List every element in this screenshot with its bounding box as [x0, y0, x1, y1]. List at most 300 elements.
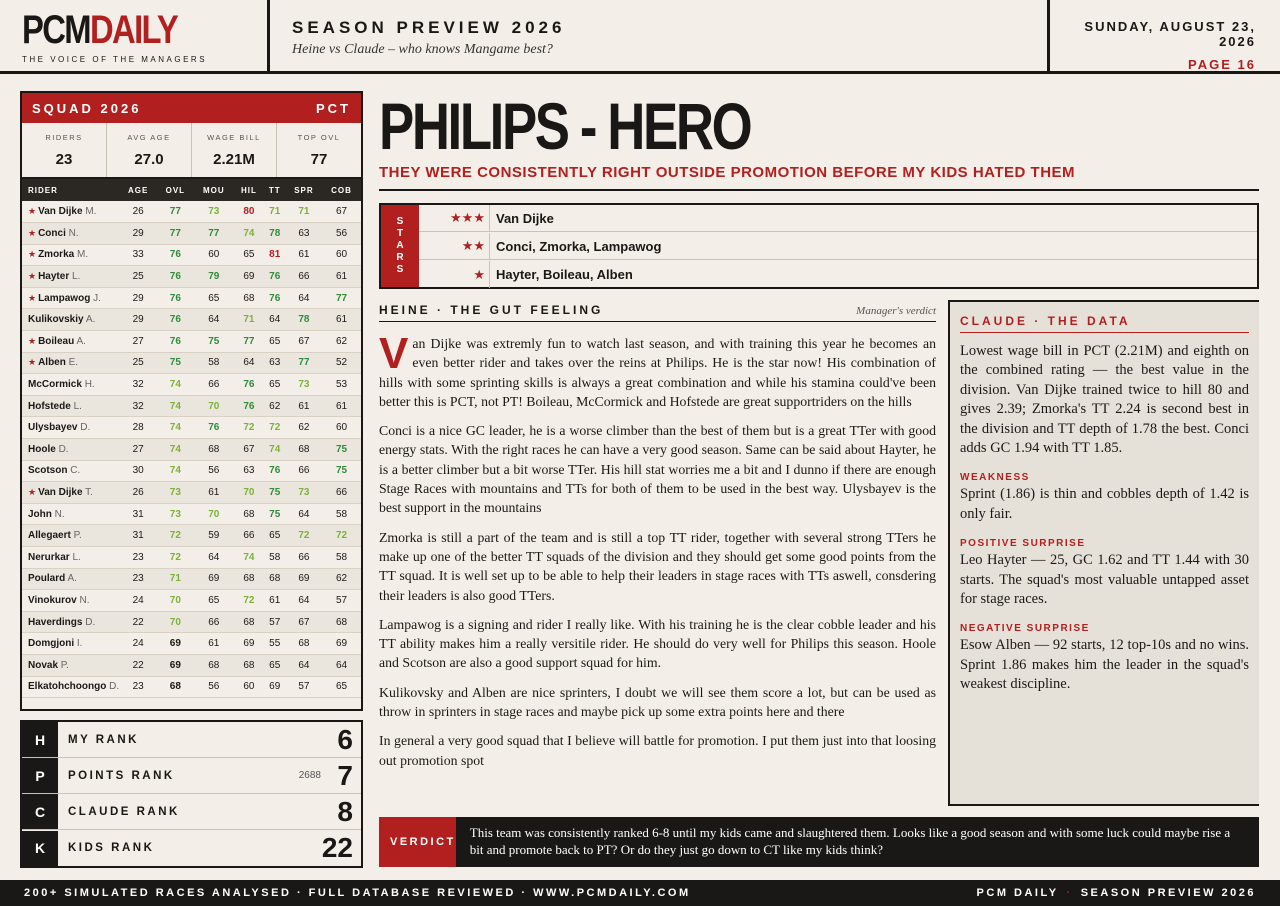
rider-age-cell: 31 — [119, 525, 157, 547]
heine-column — [379, 303, 936, 770]
squad-header — [22, 93, 361, 123]
rider-cob-cell: 72 — [322, 525, 361, 547]
table-row[interactable] — [22, 331, 361, 353]
rider-name-cell — [22, 482, 119, 504]
rider-ovl-cell: 76 — [157, 309, 193, 331]
rider-hil-cell: 72 — [234, 417, 264, 439]
subheadline: THEY WERE CONSISTENTLY RIGHT OUTSIDE PROMOTION BEFORE MY KIDS HATED THEM — [379, 164, 1259, 191]
rider-age-cell: 29 — [119, 223, 157, 245]
rider-surname: Van Dijke — [38, 487, 83, 499]
rider-ovl-cell: 70 — [157, 590, 193, 612]
rider-initial: A. — [85, 314, 96, 326]
rider-hil-cell: 68 — [234, 287, 264, 309]
tagline: THE VOICE OF THE MANAGERS — [22, 55, 208, 64]
rider-mou-cell: 77 — [194, 223, 235, 245]
rider-name-cell — [22, 309, 119, 331]
heine-paragraph-2: Conci is a nice GC leader, he is a worse climber than the best of them but is a great TTer with good energy stats. With the right races he can have a very good season. Same can be said about Hayter, he is a better climber but a bit worse TTer. His hill stat worries me a bit and I dunno if there are enough Stage Races with mountains and TTs for both of them to be used in the best way. Ulysbayev is the best support in the mountains — [379, 423, 936, 516]
division-label: PCT — [316, 100, 351, 116]
table-row[interactable] — [22, 547, 361, 569]
rider-ovl-cell: 69 — [157, 633, 193, 655]
rider-name-cell — [22, 590, 119, 612]
rider-mou-cell: 70 — [194, 395, 235, 417]
rider-ovl-cell: 70 — [157, 611, 193, 633]
rider-cob-cell: 60 — [322, 244, 361, 266]
rider-age-cell: 25 — [119, 352, 157, 374]
rider-spr-cell: 68 — [286, 633, 322, 655]
stars-letter: R — [396, 252, 404, 263]
rider-age-cell: 26 — [119, 201, 157, 223]
rider-cob-cell: 69 — [322, 633, 361, 655]
rider-surname: Lampawog — [38, 292, 91, 304]
rider-surname: Zmorka — [38, 249, 75, 261]
rider-name-cell — [22, 439, 119, 461]
rider-surname: Hofstede — [28, 400, 71, 412]
table-row[interactable] — [22, 525, 361, 547]
star-icon: ★ — [28, 487, 37, 498]
rider-tt-cell: 72 — [264, 417, 286, 439]
rider-tt-cell: 71 — [264, 201, 286, 223]
table-row[interactable] — [22, 417, 361, 439]
rider-surname: Ulysbayev — [28, 422, 78, 434]
col-spr[interactable]: SPR — [286, 179, 322, 201]
rider-tt-cell: 68 — [264, 568, 286, 590]
col-tt[interactable]: TT — [264, 179, 286, 201]
footer-right — [977, 887, 1256, 899]
rider-initial: D. — [80, 422, 91, 434]
rider-cob-cell: 62 — [322, 331, 361, 353]
rider-mou-cell: 64 — [194, 309, 235, 331]
rider-cob-cell: 62 — [322, 568, 361, 590]
heine-paragraph-4: Lampawog is a signing and rider I really like. With his training he is the clear cobble leader and his TT ability makes him a really versitile rider. He should do very well for Philips this season. Hoole and Scotson are also a good support squad for him. — [379, 616, 936, 671]
col-mou[interactable]: MOU — [194, 179, 235, 201]
rider-surname: Alben — [38, 357, 66, 369]
positive-text: Leo Hayter — 25, GC 1.62 and TT 1.44 with 30 starts. The squad's most valuable untapped asset for stage races. — [960, 552, 1249, 608]
rider-age-cell: 23 — [119, 568, 157, 590]
rider-spr-cell: 66 — [286, 460, 322, 482]
table-row[interactable] — [22, 633, 361, 655]
rider-age-cell: 32 — [119, 374, 157, 396]
rider-hil-cell: 76 — [234, 374, 264, 396]
squad-panel — [20, 91, 363, 711]
rider-initial: P. — [73, 530, 82, 542]
rider-surname: Hayter — [38, 271, 70, 283]
rider-hil-cell: 60 — [234, 676, 264, 698]
rider-hil-cell: 77 — [234, 331, 264, 353]
rider-cob-cell: 57 — [322, 590, 361, 612]
rider-age-cell: 23 — [119, 676, 157, 698]
rider-cob-cell: 53 — [322, 374, 361, 396]
rider-spr-cell: 63 — [286, 223, 322, 245]
rider-hil-cell: 65 — [234, 244, 264, 266]
rider-name-cell — [22, 547, 119, 569]
rider-surname: Hoole — [28, 443, 56, 455]
rider-initial: L. — [73, 400, 82, 412]
table-row[interactable] — [22, 460, 361, 482]
section-subtitle: Heine vs Claude – who knows Mangame best? — [292, 42, 553, 57]
rider-age-cell: 25 — [119, 266, 157, 288]
rider-ovl-cell: 72 — [157, 525, 193, 547]
logo[interactable] — [22, 8, 177, 52]
stat-wage-bill — [192, 123, 277, 177]
rider-name-cell — [22, 503, 119, 525]
rider-name-cell — [22, 395, 119, 417]
heine-note: Manager's verdict — [856, 305, 936, 317]
rider-age-cell: 29 — [119, 309, 157, 331]
star-names: Conci, Zmorka, Lampawog — [489, 233, 661, 259]
rider-spr-cell: 64 — [286, 503, 322, 525]
rider-ovl-cell: 68 — [157, 676, 193, 698]
claude-title: CLAUDE · THE DATA — [960, 314, 1249, 333]
rider-name-cell — [22, 331, 119, 353]
stat-label: TOP OVL — [297, 133, 341, 142]
rider-age-cell: 31 — [119, 503, 157, 525]
rider-tt-cell: 78 — [264, 223, 286, 245]
rider-spr-cell: 72 — [286, 525, 322, 547]
verdict-label: VERDICT — [379, 817, 456, 867]
rider-ovl-cell: 76 — [157, 287, 193, 309]
rider-hil-cell: 74 — [234, 223, 264, 245]
rider-hil-cell: 63 — [234, 460, 264, 482]
rider-spr-cell: 61 — [286, 395, 322, 417]
rider-name-cell — [22, 374, 119, 396]
footer-section: SEASON PREVIEW 2026 — [1080, 887, 1256, 899]
table-row[interactable] — [22, 244, 361, 266]
rider-spr-cell: 57 — [286, 676, 322, 698]
rider-ovl-cell: 74 — [157, 395, 193, 417]
rider-spr-cell: 66 — [286, 547, 322, 569]
rider-name-cell — [22, 611, 119, 633]
rider-mou-cell: 56 — [194, 676, 235, 698]
rider-mou-cell: 65 — [194, 287, 235, 309]
rider-initial: C. — [70, 465, 81, 477]
table-row[interactable] — [22, 611, 361, 633]
star-icon: ★ — [28, 249, 37, 260]
rider-surname: Boileau — [38, 335, 75, 347]
table-row[interactable] — [22, 590, 361, 612]
claude-intro: Lowest wage bill in PCT (2.21M) and eighth on the combined rating — the best value in the division. Van Dijke trained twice to hill 80 and gives 2.39; Zmorka's TT 2.24 is second best in the division and TT depth of 1.78 the best. Conci adds GC 1.94 with TT 1.85. — [960, 343, 1249, 457]
rider-tt-cell: 62 — [264, 395, 286, 417]
star-names: Van Dijke — [489, 205, 554, 231]
issue-date: SUNDAY, AUGUST 23, 2026 — [1084, 19, 1256, 49]
heine-paragraph-6: In general a very good squad that I believe will battle for promotion. I put them just into that loosing out promotion spot — [379, 733, 936, 768]
rider-mou-cell: 66 — [194, 611, 235, 633]
rider-ovl-cell: 73 — [157, 503, 193, 525]
rider-hil-cell: 68 — [234, 611, 264, 633]
table-row[interactable] — [22, 568, 361, 590]
rank-row-points — [22, 758, 361, 794]
rider-ovl-cell: 74 — [157, 439, 193, 461]
rider-initial: J. — [93, 292, 101, 304]
rider-mou-cell: 65 — [194, 590, 235, 612]
rider-cob-cell: 75 — [322, 460, 361, 482]
rider-spr-cell: 77 — [286, 352, 322, 374]
footer-separator: · — [1066, 887, 1073, 899]
rider-mou-cell: 69 — [194, 568, 235, 590]
rider-hil-cell: 74 — [234, 547, 264, 569]
verdict-text: This team was consistently ranked 6-8 until my kids came and slaughtered them. Looks like a good season and with some luck could maybe rise a bit and promote back to PT? Or do they just go down to CT like my kids think? — [469, 825, 1231, 857]
rider-hil-cell: 69 — [234, 633, 264, 655]
rider-mou-cell: 64 — [194, 547, 235, 569]
rider-surname: Van Dijke — [38, 206, 83, 218]
table-row[interactable] — [22, 309, 361, 331]
riders-table — [22, 179, 361, 698]
star-icon: ★ — [28, 206, 37, 217]
negative-text: Esow Alben — 92 starts, 12 top-10s and no wins. Sprint 1.86 makes him the leader in the squad's weakest discipline. — [960, 637, 1249, 693]
table-row[interactable] — [22, 201, 361, 223]
rider-tt-cell: 74 — [264, 439, 286, 461]
rider-spr-cell: 69 — [286, 568, 322, 590]
table-row[interactable] — [22, 676, 361, 698]
rider-ovl-cell: 74 — [157, 374, 193, 396]
col-ovl[interactable]: OVL — [157, 179, 193, 201]
rider-cob-cell: 67 — [322, 201, 361, 223]
rider-age-cell: 30 — [119, 460, 157, 482]
rider-tt-cell: 76 — [264, 266, 286, 288]
footer-left[interactable]: 200+ SIMULATED RACES ANALYSED · FULL DATABASE REVIEWED · WWW.PCMDAILY.COM — [24, 887, 691, 899]
rider-tt-cell: 75 — [264, 503, 286, 525]
rider-initial: M. — [76, 249, 89, 261]
rider-initial: N. — [79, 594, 90, 606]
rider-mou-cell: 61 — [194, 482, 235, 504]
rider-mou-cell: 68 — [194, 439, 235, 461]
rank-value: 7 — [337, 759, 353, 791]
stat-label: WAGE BILL — [207, 133, 261, 142]
rider-initial: T. — [85, 487, 93, 499]
rider-spr-cell: 64 — [286, 590, 322, 612]
rider-tt-cell: 57 — [264, 611, 286, 633]
rider-name-cell — [22, 633, 119, 655]
table-row[interactable] — [22, 374, 361, 396]
rank-key: C — [22, 794, 58, 829]
rider-ovl-cell: 76 — [157, 331, 193, 353]
rider-spr-cell: 67 — [286, 331, 322, 353]
rider-initial: P. — [60, 659, 69, 671]
rider-name-cell — [22, 201, 119, 223]
masthead — [0, 0, 1280, 74]
rank-row-my — [22, 722, 361, 758]
star-row-3 — [419, 205, 1257, 232]
rider-ovl-cell: 75 — [157, 352, 193, 374]
logo-part-a: PCM — [22, 8, 90, 52]
rider-surname: Conci — [38, 227, 66, 239]
rider-initial: D. — [109, 681, 120, 693]
star-row-1 — [419, 261, 1257, 288]
rider-age-cell: 22 — [119, 654, 157, 676]
stars-letter: T — [396, 228, 404, 239]
rider-ovl-cell: 77 — [157, 201, 193, 223]
rider-hil-cell: 71 — [234, 309, 264, 331]
rank-label: CLAUDE RANK — [68, 805, 180, 818]
table-row[interactable] — [22, 395, 361, 417]
rider-tt-cell: 63 — [264, 352, 286, 374]
riders-body — [22, 201, 361, 698]
rider-name-cell — [22, 417, 119, 439]
rider-initial: E. — [68, 357, 79, 369]
rider-spr-cell: 64 — [286, 287, 322, 309]
positive-label: POSITIVE SURPRISE — [960, 538, 1086, 550]
rider-mou-cell: 66 — [194, 374, 235, 396]
rank-value: 22 — [321, 832, 353, 863]
ranks-panel — [20, 720, 363, 868]
star-icon: ★ — [28, 335, 37, 346]
rider-spr-cell: 71 — [286, 201, 322, 223]
stars-box — [379, 203, 1259, 289]
riders-header-row — [22, 179, 361, 201]
heine-paragraph-3: Zmorka is still a part of the team and is still a top TT rider, together with several strong TTers he make up one of the better TT squads of the division and they should get some good points from the TT squad. It is well set up to be able to help their leaders in stage races with TTs aswell, consdering their leaders is also good TTers. — [379, 529, 936, 603]
rider-spr-cell: 67 — [286, 611, 322, 633]
rider-spr-cell: 64 — [286, 654, 322, 676]
rider-mou-cell: 58 — [194, 352, 235, 374]
star-row-2 — [419, 233, 1257, 260]
rider-ovl-cell: 77 — [157, 223, 193, 245]
rider-initial: L. — [72, 551, 81, 563]
rider-tt-cell: 65 — [264, 374, 286, 396]
rider-tt-cell: 76 — [264, 460, 286, 482]
rider-initial: D. — [58, 443, 69, 455]
rider-surname: Nerurkar — [28, 551, 70, 563]
rider-name-cell — [22, 287, 119, 309]
rider-cob-cell: 75 — [322, 439, 361, 461]
logo-part-b: DAILY — [89, 8, 178, 52]
rider-tt-cell: 65 — [264, 654, 286, 676]
rider-hil-cell: 68 — [234, 654, 264, 676]
col-cob[interactable]: COB — [322, 179, 361, 201]
star-icon: ★ — [28, 227, 37, 238]
rider-tt-cell: 58 — [264, 547, 286, 569]
table-row[interactable] — [22, 482, 361, 504]
rider-cob-cell: 60 — [322, 417, 361, 439]
rider-cob-cell: 58 — [322, 503, 361, 525]
rider-mou-cell: 70 — [194, 503, 235, 525]
rider-mou-cell: 60 — [194, 244, 235, 266]
rider-surname: John — [28, 508, 52, 520]
stat-top-ovl — [277, 123, 361, 177]
rider-name-cell — [22, 352, 119, 374]
rank-label: POINTS RANK — [68, 769, 175, 782]
table-row[interactable] — [22, 287, 361, 309]
footer — [0, 880, 1280, 906]
rider-ovl-cell: 71 — [157, 568, 193, 590]
rank-label: MY RANK — [68, 733, 139, 746]
star-icon: ★ — [28, 271, 37, 282]
rider-hil-cell: 66 — [234, 525, 264, 547]
claude-column — [948, 300, 1259, 806]
points-total: 2688 — [298, 770, 321, 781]
table-row[interactable] — [22, 503, 361, 525]
rider-age-cell: 32 — [119, 395, 157, 417]
col-rider[interactable]: RIDER — [22, 179, 119, 201]
stars-side-label — [381, 205, 419, 287]
stat-label: RIDERS — [45, 133, 83, 142]
rider-tt-cell: 81 — [264, 244, 286, 266]
issue-info — [1047, 0, 1280, 72]
star-rating: ★★ — [461, 238, 485, 253]
rider-age-cell: 26 — [119, 482, 157, 504]
rider-hil-cell: 68 — [234, 568, 264, 590]
rider-age-cell: 29 — [119, 287, 157, 309]
table-row[interactable] — [22, 223, 361, 245]
rider-age-cell: 24 — [119, 590, 157, 612]
logo-block — [0, 0, 270, 72]
table-row[interactable] — [22, 352, 361, 374]
star-names: Hayter, Boileau, Alben — [489, 261, 633, 288]
rider-ovl-cell: 76 — [157, 266, 193, 288]
rider-surname: Poulard — [28, 573, 66, 585]
rider-initial: N. — [54, 508, 65, 520]
rider-name-cell — [22, 223, 119, 245]
col-hil[interactable]: HIL — [234, 179, 264, 201]
rank-value: 8 — [337, 795, 353, 827]
rider-age-cell: 22 — [119, 611, 157, 633]
table-row[interactable] — [22, 266, 361, 288]
rider-initial: M. — [85, 206, 97, 218]
rider-tt-cell: 69 — [264, 676, 286, 698]
section-title: SEASON PREVIEW 2026 — [292, 18, 566, 37]
rider-cob-cell: 61 — [322, 266, 361, 288]
rider-ovl-cell: 74 — [157, 417, 193, 439]
star-rating: ★★★ — [450, 210, 485, 225]
rider-spr-cell: 78 — [286, 309, 322, 331]
heine-paragraph-5: Kulikovsky and Alben are nice sprinters, I doubt we will see them score a lot, but can be used as throw in sprinters in stage races and maybe pick up some extra points here and there — [379, 684, 936, 720]
rider-initial: D. — [85, 616, 96, 628]
rider-hil-cell: 70 — [234, 482, 264, 504]
rider-mou-cell: 56 — [194, 460, 235, 482]
table-row[interactable] — [22, 439, 361, 461]
rank-key: K — [22, 831, 58, 866]
rider-age-cell: 23 — [119, 547, 157, 569]
squad-stats — [22, 123, 361, 179]
heine-paragraph-1 — [379, 329, 936, 411]
star-rating: ★ — [473, 266, 485, 282]
table-row[interactable] — [22, 654, 361, 676]
dropcap: V — [379, 329, 409, 378]
rider-tt-cell: 76 — [264, 287, 286, 309]
rider-ovl-cell: 73 — [157, 482, 193, 504]
rider-cob-cell: 65 — [322, 676, 361, 698]
weakness-text: Sprint (1.86) is thin and cobbles depth of 1.42 is only fair. — [960, 486, 1249, 522]
rider-spr-cell: 68 — [286, 439, 322, 461]
heine-header — [379, 303, 936, 322]
stat-label: AVG AGE — [127, 133, 171, 142]
stars-letter: S — [396, 264, 404, 275]
heine-title: HEINE · THE GUT FEELING — [379, 303, 604, 317]
rider-hil-cell: 69 — [234, 266, 264, 288]
rider-age-cell: 24 — [119, 633, 157, 655]
rider-surname: Scotson — [28, 465, 68, 477]
col-age[interactable]: AGE — [119, 179, 157, 201]
rider-hil-cell: 72 — [234, 590, 264, 612]
rider-surname: Vinokurov — [28, 594, 77, 606]
rider-tt-cell: 75 — [264, 482, 286, 504]
rider-name-cell — [22, 244, 119, 266]
heine-p1-text: an Dijke was extremly fun to watch last season, and with training this year he becomes an even better rider and takes over the reins at Philips. He is the star now! His combination of hills with some sprinting skills is always a great combination and while his stamina could've been better this is PCT, not PT! Boileau, McCormick and Hofstede are great supportriders on the hills — [379, 336, 936, 409]
rider-cob-cell: 58 — [322, 547, 361, 569]
rider-tt-cell: 64 — [264, 309, 286, 331]
rider-name-cell — [22, 654, 119, 676]
weakness-label: WEAKNESS — [960, 472, 1030, 484]
star-icon: ★ — [28, 292, 37, 303]
rider-tt-cell: 55 — [264, 633, 286, 655]
rider-cob-cell: 77 — [322, 287, 361, 309]
rank-row-kids — [22, 830, 361, 866]
rider-ovl-cell: 69 — [157, 654, 193, 676]
stars-letter: A — [396, 240, 404, 251]
rider-ovl-cell: 72 — [157, 547, 193, 569]
rider-mou-cell: 79 — [194, 266, 235, 288]
page-number: PAGE 16 — [1188, 57, 1256, 72]
rider-name-cell — [22, 568, 119, 590]
rider-hil-cell: 80 — [234, 201, 264, 223]
